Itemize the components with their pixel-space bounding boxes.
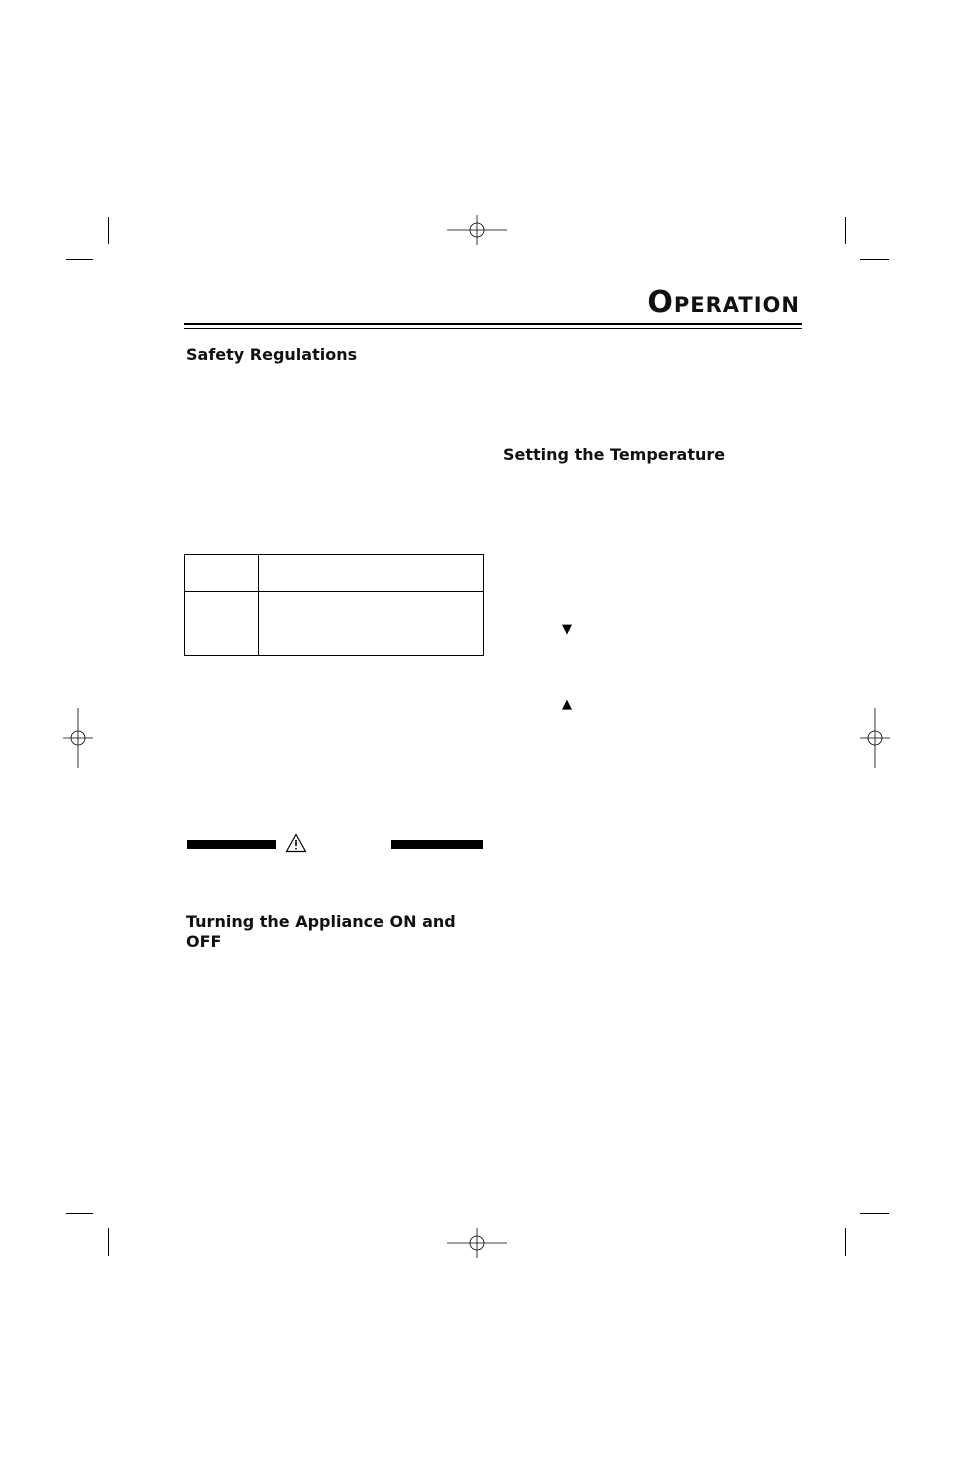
warning-triangle-icon — [285, 833, 307, 853]
heading-safety-regulations: Safety Regulations — [186, 345, 358, 364]
page-title: Operation — [647, 285, 800, 320]
registration-mark-right — [860, 708, 890, 768]
title-rule-thick — [184, 323, 802, 325]
table-cell — [185, 555, 259, 592]
heading-setting-temperature: Setting the Temperature — [503, 445, 726, 464]
down-arrow-icon: ▼ — [562, 622, 572, 637]
table-cell — [259, 555, 484, 592]
warning-bar-right — [391, 840, 483, 849]
registration-mark-left — [63, 708, 93, 768]
table-cell — [185, 592, 259, 656]
safety-table — [184, 554, 484, 656]
registration-mark-top — [447, 215, 507, 245]
up-arrow-icon: ▲ — [562, 697, 572, 712]
heading-line: OFF — [186, 932, 222, 951]
heading-turning-on-off — [186, 912, 456, 952]
warning-bar-left — [187, 840, 276, 849]
heading-line: Turning the Appliance ON and — [186, 912, 456, 931]
table-cell — [259, 592, 484, 656]
registration-mark-bottom — [447, 1228, 507, 1258]
title-rule-thin — [184, 328, 802, 329]
